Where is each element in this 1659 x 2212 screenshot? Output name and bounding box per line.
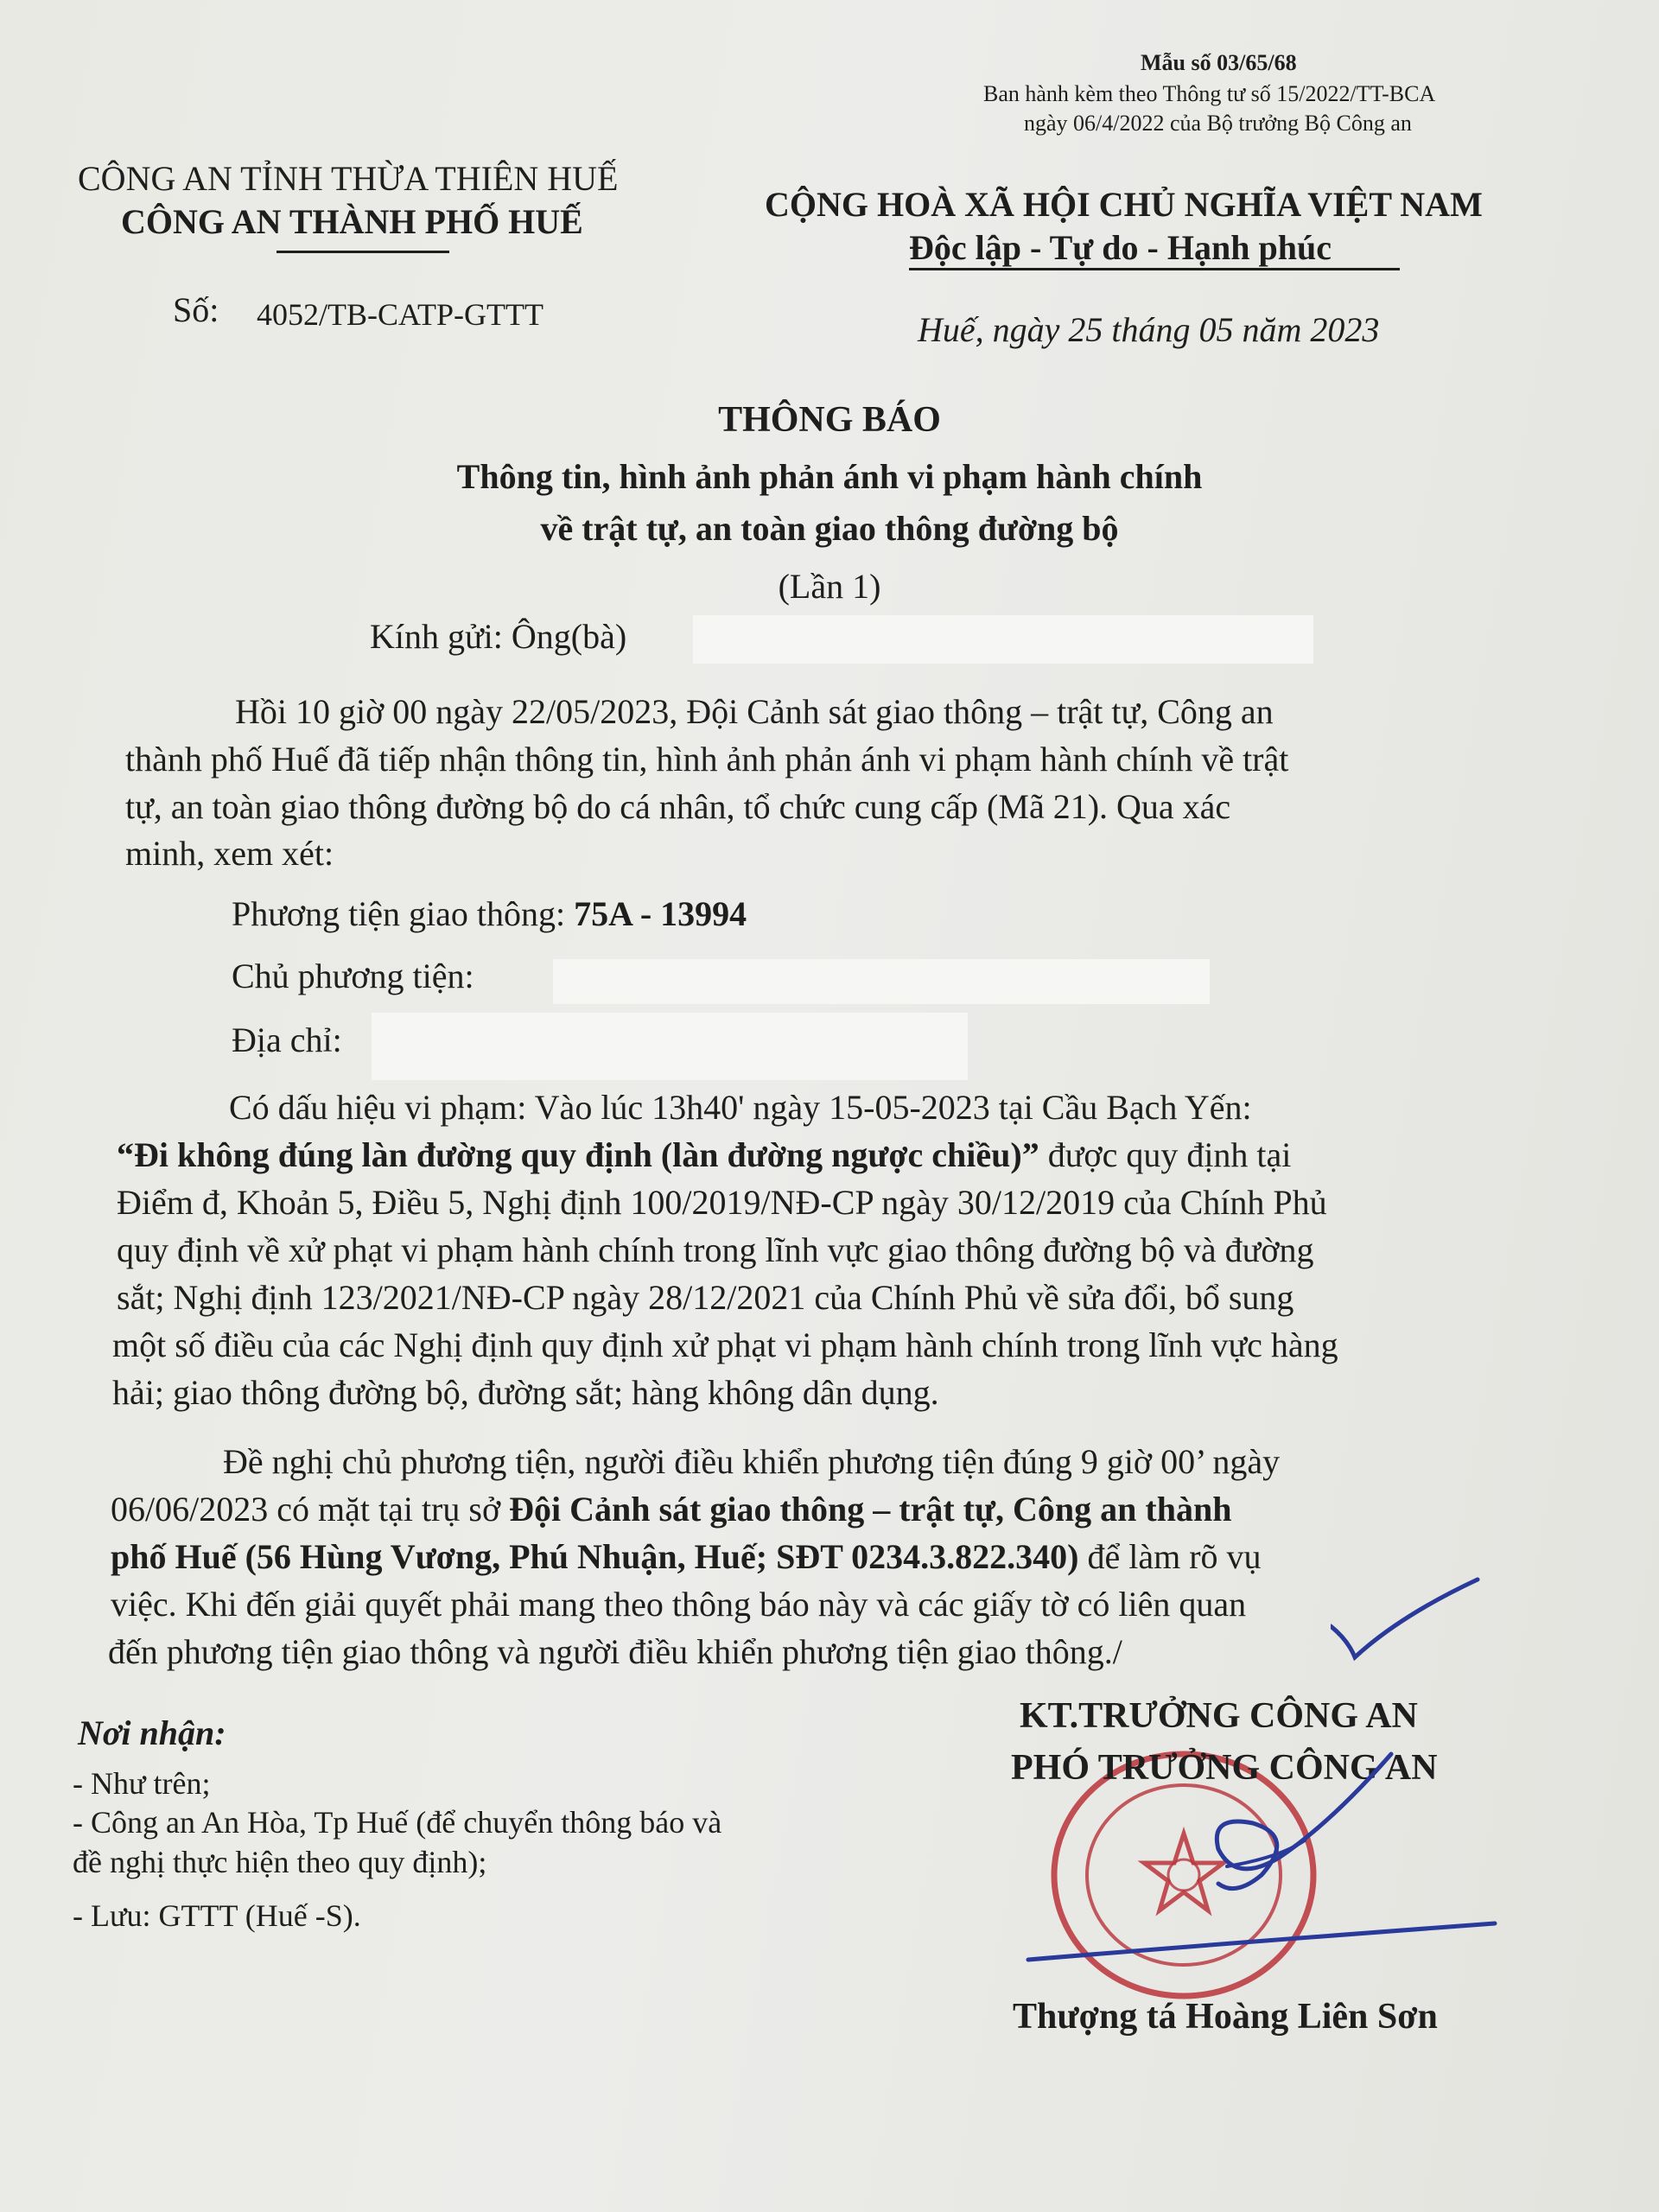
violation-line: quy định về xử phạt vi phạm hành chính trong lĩnh vực giao thông đường bộ và đường [117, 1230, 1314, 1269]
form-basis-line1: Ban hành kèm theo Thông tư số 15/2022/TT-BCA [983, 81, 1436, 106]
intro-line: thành phố Huế đã tiếp nhận thông tin, hình ảnh phản ánh vi phạm hành chính về trật [125, 740, 1289, 779]
signature-title2: PHÓ TRƯỞNG CÔNG AN [1011, 1748, 1438, 1788]
agency-parent: CÔNG AN TỈNH THỪA THIÊN HUẾ [78, 159, 619, 198]
signature-title1: KT.TRƯỞNG CÔNG AN [1020, 1696, 1418, 1736]
vehicle-row [232, 893, 747, 934]
agency-underline [276, 251, 449, 253]
salutation: Kính gửi: Ông(bà) [370, 617, 627, 656]
form-number: Mẫu số 03/65/68 [1141, 50, 1297, 75]
address-label: Địa chỉ: [232, 1020, 342, 1059]
violation-line: Có dấu hiệu vi phạm: Vào lúc 13h40' ngày 15-05-2023 tại Cầu Bạch Yến: [229, 1088, 1252, 1127]
request-line [111, 1536, 1262, 1577]
document-title: THÔNG BÁO [718, 400, 941, 440]
country-name: CỘNG HOÀ XÃ HỘI CHỦ NGHĨA VIỆT NAM [765, 185, 1483, 224]
request-line: đến phương tiện giao thông và người điều khiển phương tiện giao thông./ [108, 1632, 1122, 1671]
violation-quote-tail: được quy định tại [1047, 1135, 1292, 1174]
document-number: 4052/TB-CATP-GTTT [257, 297, 543, 332]
recipient-item: - Lưu: GTTT (Huế -S). [73, 1898, 361, 1933]
form-basis-line2: ngày 06/4/2022 của Bộ trưởng Bộ Công an [1024, 111, 1412, 136]
recipient-item: - Như trên; [73, 1766, 211, 1801]
document-edition: (Lần 1) [778, 567, 881, 606]
document-subtitle-line2: về trật tự, an toàn giao thông đường bộ [540, 509, 1119, 548]
document-number-label: Số: [173, 290, 219, 329]
check-mark-icon [1331, 1573, 1486, 1668]
motto-underline [909, 268, 1400, 270]
violation-quote: “Đi không đúng làn đường quy định (làn đường ngược chiều)” [117, 1135, 1039, 1174]
intro-line: minh, xem xét: [125, 834, 334, 873]
request-line [111, 1489, 1231, 1529]
violation-line: hải; giao thông đường bộ, đường sắt; hàng không dân dụng. [112, 1373, 939, 1412]
intro-line: tự, an toàn giao thông đường bộ do cá nhân, tổ chức cung cấp (Mã 21). Qua xác [125, 787, 1231, 826]
agency-unit: CÔNG AN THÀNH PHỐ HUẾ [121, 202, 583, 241]
redacted-address [372, 1013, 968, 1080]
place-date: Huế, ngày 25 tháng 05 năm 2023 [918, 310, 1380, 349]
national-motto: Độc lập - Tự do - Hạnh phúc [909, 228, 1332, 267]
recipient-item: đề nghị thực hiện theo quy định); [73, 1845, 487, 1879]
request-line2-bold: Đội Cảnh sát giao thông – trật tự, Công an thành [509, 1490, 1232, 1529]
redacted-addressee [693, 615, 1313, 664]
violation-line: sắt; Nghị định 123/2021/NĐ-CP ngày 28/12/2021 của Chính Phủ về sửa đổi, bổ sung [117, 1278, 1294, 1317]
vehicle-plate: 75A - 13994 [574, 894, 747, 933]
request-line3-tail: để làm rõ vụ [1087, 1537, 1262, 1576]
violation-line: một số điều của các Nghị định quy định xử phạt vi phạm hành chính trong lĩnh vực hàng [112, 1325, 1338, 1364]
intro-line: Hồi 10 giờ 00 ngày 22/05/2023, Đội Cảnh sát giao thông – trật tự, Công an [235, 692, 1274, 731]
handwritten-signature [1020, 1719, 1503, 1979]
recipients-heading: Nơi nhận: [78, 1713, 226, 1752]
violation-quote-row [117, 1135, 1291, 1175]
request-line2-start: 06/06/2023 có mặt tại trụ sở [111, 1490, 501, 1529]
redacted-owner [553, 959, 1210, 1004]
request-line: Đề nghị chủ phương tiện, người điều khiển phương tiện đúng 9 giờ 00’ ngày [223, 1442, 1281, 1481]
request-line3-bold: phố Huế (56 Hùng Vương, Phú Nhuận, Huế; SĐT 0234.3.822.340) [111, 1537, 1079, 1576]
violation-line: Điểm đ, Khoản 5, Điều 5, Nghị định 100/2019/NĐ-CP ngày 30/12/2019 của Chính Phủ [117, 1183, 1327, 1222]
vehicle-label: Phương tiện giao thông: [232, 894, 566, 933]
request-line: việc. Khi đến giải quyết phải mang theo thông báo này và các giấy tờ có liên quan [111, 1585, 1247, 1624]
recipient-item: - Công an An Hòa, Tp Huế (để chuyển thông báo và [73, 1805, 722, 1840]
signer-name: Thượng tá Hoàng Liên Sơn [1013, 1997, 1438, 2037]
document-subtitle-line1: Thông tin, hình ảnh phản ánh vi phạm hành chính [456, 457, 1203, 496]
owner-label: Chủ phương tiện: [232, 957, 474, 995]
